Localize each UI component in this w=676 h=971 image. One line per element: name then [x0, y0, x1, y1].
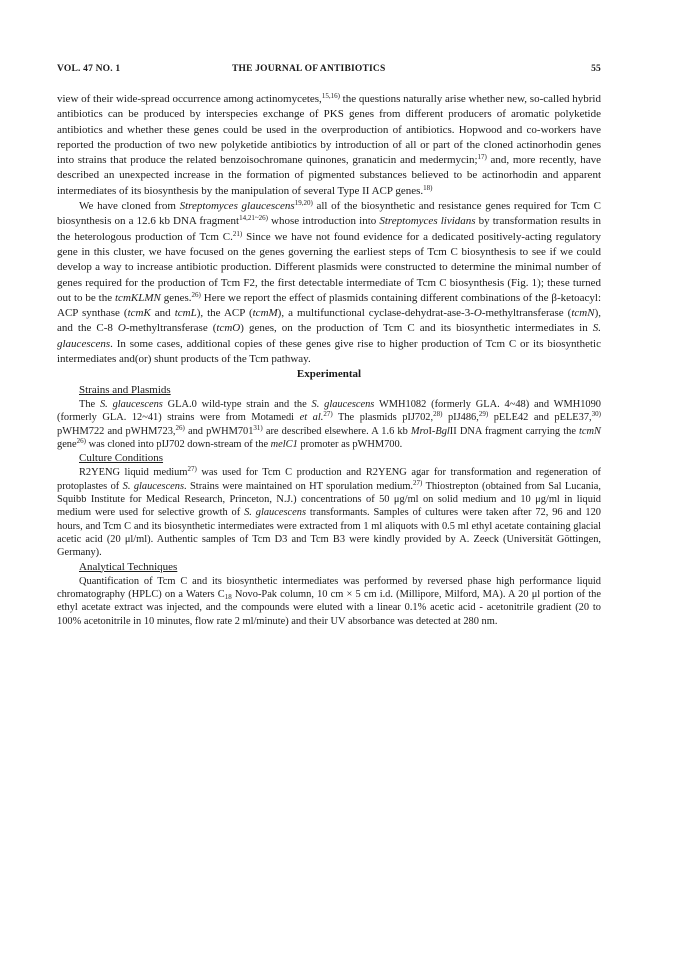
intro-paragraph-2: We have cloned from Streptomyces glaucescens$^{19,20)}$ all of the biosynthetic and resistance genes required for Tcm C biosynthesis on a 12.6 kb DNA fragment$^{14,21\sim 26)}$ whose introduction into Streptomyces lividans by transformation results in the heterologous production of Tcm C.$^{21)}$ Since we have not found evidence for a dedicated positively-acting regulatory gene in this cluster, we have focused on the genes governing the earliest steps of Tcm C biosynthesis to see if we could develop a way to increase antibiotic production. Different plasmids were constructed to determine the minimal number of genes required for the production of Tcm F2, the first detectable intermediate of Tcm C biosynthesis (Fig. 1); these turned out to be the tcmKLMN genes.$^{26)}$ Here we report the effect of plasmids containing different combinations of the β-ketoacyl: ACP synthase (tcmK and tcmL), the ACP (tcmM), a multifunctional cyclase-dehydrat-ase-3-O-methyltransferase (tcmN), and the C-8 O-methyltransferase (tcmO) genes, on the production of Tcm C and its biosynthetic intermediates in S. glaucescens. In some cases, additional copies of these genes give rise to higher production of Tcm C or its biosynthetic intermediates and(or) shunt products of the Tcm pathway.: [57, 199, 601, 366]
intro-paragraph-1: view of their wide-spread occurrence among actinomycetes,$^{15,16)}$ the questions naturally arise whether new, so-called hybrid antibiotics can be produced by interspecies exchange of PKS genes from different producers of aromatic polyketide antibiotics and whether these genes could be used in the overproduction of antibiotics. Hopwood and co-workers have reported the production of two new polyketide antibiotics by introduction of all or part of the cloned actinorhodin genes into strains that produce the related benzoisochromane quinones, granaticin and medermycin;$^{17)}$ and, more recently, have described an unexpected increase in the formation of pigmented substances believed to be actinorhodin and apparent intermediates of its biosynthesis by the manipulation of several Type II ACP genes.$^{18)}$: [57, 92, 601, 197]
article-body: [57, 92, 601, 628]
strains-paragraph: The S. glaucescens GLA.0 wild-type strain and the S. glaucescens WMH1082 (formerly GLA. 4~48) and WMH1090 (formerly GLA. 12~41) strains were from Motamedi et al.$^{27)}$ The plasmids pIJ702,$^{28)}$ pIJ486,$^{29)}$ pELE42 and pELE37,$^{30)}$ pWHM722 and pWHM723,$^{26)}$ and pWHM701$^{31)}$ are described elsewhere. A 1.6 kb MroI-BglII DNA fragment carrying the tcmN gene$^{26)}$ was cloned into pIJ702 down-stream of the melC1 promoter as pWHM700.: [57, 398, 602, 450]
subheading-culture: Culture Conditions: [79, 452, 164, 465]
section-title-experimental: Experimental: [296, 368, 362, 381]
journal-title: THE JOURNAL OF ANTIBIOTICS: [232, 64, 386, 74]
analytical-paragraph: Quantification of Tcm C and its biosynthetic intermediates was performed by reversed phase high performance liquid chromatography (HPLC) on a Waters $C_{18}$ Novo-Pak column, 10 cm × 5 cm i.d. (Millipore, Milford, MA). A 20 μl portion of the ethyl acetate extract was injected, and the compounds were eluted with a linear 0.1% acetic acid - acetonitrile gradient (20 to 100% acetonitrile in 10 minutes, flow rate 2 ml/minute) and their UV absorbance was detected at 280 nm.: [57, 575, 601, 627]
volume-issue: VOL. 47 NO. 1: [57, 64, 121, 74]
subheading-analytical: Analytical Techniques: [79, 560, 178, 573]
running-header: [57, 64, 601, 78]
culture-paragraph: R2YENG liquid medium$^{27)}$ was used for Tcm C production and R2YENG agar for transformation and regeneration of protoplastes of S. glaucescens. Strains were maintained on HT sporulation medium.$^{27)}$ Thiostrepton (obtained from Sal Lucania, Squibb Institute for Medical Research, Princeton, N.J.) concentrations of 50 μg/ml on solid medium and 10 μg/ml in liquid medium were used for selective growth of S. glaucescens transformants. Samples of cultures were taken after 72, 96 and 120 hours, and Tcm C and its biosynthetic intermediates were extracted from 1 ml aliquots with 0.5 ml ethyl acetate containing glacial acetic acid (20 μl/ml). Authentic samples of Tcm D3 and Tcm B3 were kindly provided by A. Zeeck (Universität Göttingen, Germany).: [57, 465, 602, 559]
page-number: 55: [591, 64, 601, 74]
subheading-strains: Strains and Plasmids: [79, 383, 171, 396]
